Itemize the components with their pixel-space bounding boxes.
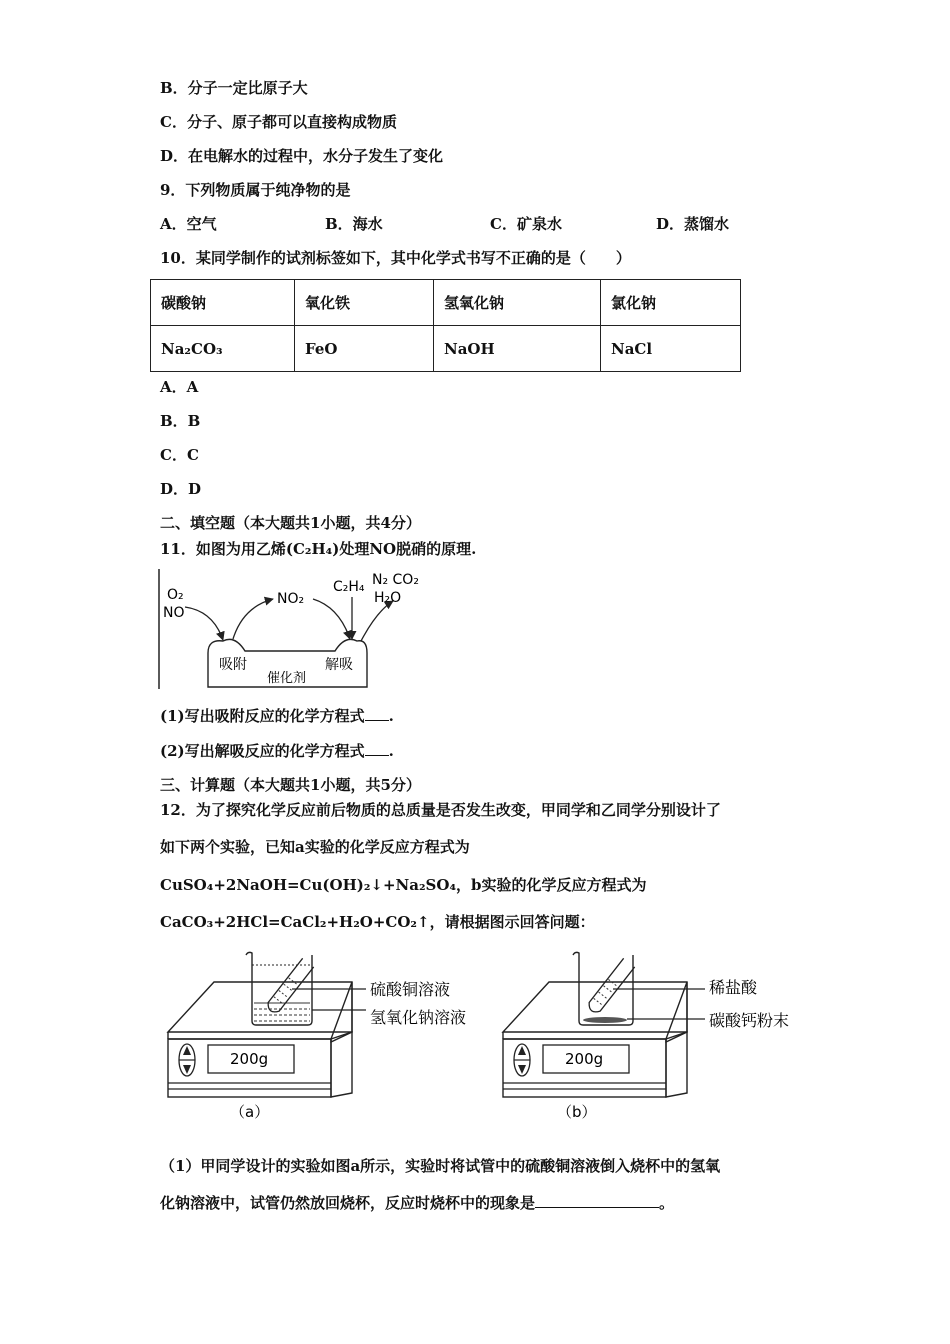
caco3-label: 碳酸钙粉末 — [709, 1011, 790, 1030]
period: . — [388, 707, 394, 725]
answer-blank[interactable] — [535, 1193, 659, 1208]
no2-label: NO₂ — [277, 591, 305, 607]
table-row — [151, 326, 741, 372]
q10-option-c: C．C — [160, 446, 199, 464]
table-cell: FeO — [295, 326, 434, 372]
q10-option-b: B．B — [160, 412, 201, 430]
no2-in-arrow — [313, 599, 350, 639]
adsorb-label: 吸附 — [219, 657, 247, 673]
scale-reading: 200g — [230, 1050, 269, 1068]
end-mark: 。 — [659, 1194, 675, 1212]
o2-label: O₂ — [167, 587, 184, 603]
naoh-label: 氢氧化钠溶液 — [370, 1008, 467, 1027]
experiment-b-figure — [495, 945, 815, 1125]
reagent-label-table — [150, 279, 741, 372]
no2-out-arrow — [233, 599, 273, 639]
q9-option-a: A．空气 — [160, 215, 217, 233]
q10-option-a: A．A — [160, 378, 199, 396]
experiment-a-figure — [160, 945, 490, 1125]
table-cell: 氯化钠 — [601, 280, 741, 326]
products-line2: H₂O — [374, 590, 402, 606]
q9-option-d: D．蒸馏水 — [656, 215, 730, 233]
q8-option-b: B．分子一定比原子大 — [160, 79, 308, 97]
test-tube — [265, 958, 314, 1015]
q11-part1 — [160, 706, 394, 726]
products-line1: N₂ CO₂ — [372, 572, 419, 588]
q11-part1-text: (1)写出吸附反应的化学方程式 — [160, 707, 365, 725]
table-cell: 氧化铁 — [295, 280, 434, 326]
q9-option-b: B．海水 — [325, 215, 383, 233]
q11-part2 — [160, 741, 394, 761]
answer-blank[interactable] — [365, 706, 389, 721]
table-cell: NaCl — [601, 326, 741, 372]
products-arrow — [361, 601, 393, 641]
q8-option-c: C．分子、原子都可以直接构成物质 — [160, 113, 397, 131]
q12-line2: 如下两个实验，已知a实验的化学反应方程式为 — [160, 838, 470, 856]
q12-part1-line1: （1）甲同学设计的实验如图a所示，实验时将试管中的硫酸铜溶液倒入烧杯中的氢氧 — [160, 1157, 721, 1175]
q11-stem: 11．如图为用乙烯(C₂H₄)处理NO脱硝的原理. — [160, 540, 477, 558]
q10-option-d: D．D — [160, 480, 202, 498]
desorb-label: 解吸 — [325, 657, 353, 673]
section2-heading: 二、填空题（本大题共1小题，共4分） — [160, 514, 421, 532]
q12-part1-text: 化钠溶液中，试管仍然放回烧杯，反应时烧杯中的现象是 — [160, 1194, 536, 1212]
q12-line1: 12．为了探究化学反应前后物质的总质量是否发生改变，甲同学和乙同学分别设计了 — [160, 801, 721, 819]
denitration-diagram — [155, 565, 445, 695]
q8-option-d: D．在电解水的过程中，水分子发生了变化 — [160, 147, 444, 165]
catalyst-label: 催化剂 — [267, 671, 307, 686]
table-cell: NaOH — [434, 326, 601, 372]
caption-b: （b） — [557, 1103, 597, 1121]
answer-blank[interactable] — [365, 741, 389, 756]
section3-heading: 三、计算题（本大题共1小题，共5分） — [160, 776, 421, 794]
scale-body-side — [331, 1032, 352, 1097]
table-row — [151, 280, 741, 326]
c2h4-label: C₂H₄ — [333, 579, 365, 595]
scale-body-side — [666, 1032, 687, 1097]
q10-stem: 10．某同学制作的试剂标签如下，其中化学式书写不正确的是（ ） — [160, 249, 631, 267]
naoh-solution — [254, 1003, 310, 1021]
hcl-label: 稀盐酸 — [709, 978, 758, 997]
table-cell: Na₂CO₃ — [151, 326, 295, 372]
period: . — [388, 742, 394, 760]
table-cell: 碳酸钠 — [151, 280, 295, 326]
q9-option-c: C．矿泉水 — [490, 215, 562, 233]
q11-part2-text: (2)写出解吸反应的化学方程式 — [160, 742, 365, 760]
table-cell: 氢氧化钠 — [434, 280, 601, 326]
caption-a: （a） — [230, 1103, 270, 1121]
q9-stem: 9．下列物质属于纯净物的是 — [160, 181, 351, 199]
q12-line4: CaCO₃+2HCl=CaCl₂+H₂O+CO₂↑，请根据图示回答问题： — [160, 913, 595, 931]
caco3-powder — [583, 1017, 627, 1023]
scale-reading: 200g — [565, 1050, 604, 1068]
no-label: NO — [163, 605, 185, 621]
input-arrow — [185, 607, 223, 640]
q12-line3: CuSO₄+2NaOH=Cu(OH)₂↓+Na₂SO₄，b实验的化学反应方程式为 — [160, 876, 647, 894]
q12-part1-line2 — [160, 1193, 674, 1213]
cuso4-label: 硫酸铜溶液 — [370, 980, 451, 999]
test-tube — [586, 958, 635, 1015]
